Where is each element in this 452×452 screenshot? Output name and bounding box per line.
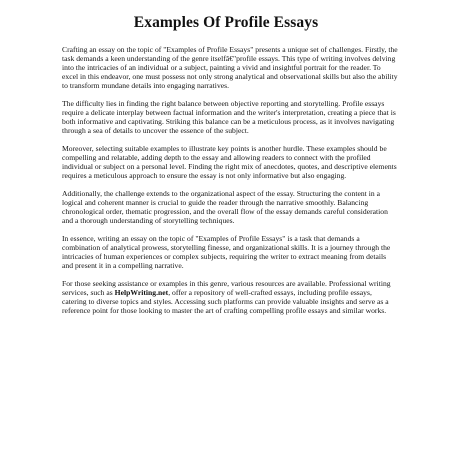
resources-text-start: For those seeking assistance or examples in this genre, various resources are available. Professional writing services, such as [62,278,391,298]
resources-text-end: , offer a repository of well-crafted essays, including profile essays, catering to diverse topics and styles. Accessing such platforms can provide valuable insights and serve as a reference point for those looking to master the art of crafting compelling profile essays and similar works. [62,288,389,316]
paragraph-resources [62,279,398,315]
paragraph-intro: Crafting an essay on the topic of "Examples of Profile Essays" presents a unique set of challenges. Firstly, the task demands a keen understanding of the genre itselfâ€"profile essays. This type of writing involves delving into the intricacies of an individual or a subject, painting a vivid and insightful portrait for the reader. To excel in this endeavor, one must possess not only strong analytical and observational skills but also the ability to transform mundane details into engaging narratives. [62,45,398,91]
paragraph-balance: The difficulty lies in finding the right balance between objective reporting and storytelling. Profile essays require a delicate interplay between factual information and the writer's interpretation, creating a piece that is both informative and captivating. Striking this balance can be a meticulous process, as it involves navigating through a sea of details to uncover the essence of the subject. [62,99,396,136]
paragraph-essence: In essence, writing an essay on the topic of "Examples of Profile Essays" is a task that demands a combination of analytical prowess, storytelling finesse, and organizational skills. It is a journey through the intricacies of human experiences or complex subjects, requiring the writer to extract meaning from details and present it in a compelling narrative. [62,233,391,271]
page-title: Examples Of Profile Essays [133,14,319,31]
paragraph-examples: Moreover, selecting suitable examples to illustrate key points is another hurdle. These examples should be compelling and relatable, adding depth to the essay and allowing readers to connect with the profiled individual or subject on a personal level. Finding the right mix of anecdotes, quotes, and descriptive elements requires a meticulous approach to ensure the essay is not only informative but also engaging. [62,144,397,181]
paragraph-organization: Additionally, the challenge extends to the organizational aspect of the essay. Structuring the content in a logical and coherent manner is crucial to guide the reader through the narrative smoothly. Balancing chronological order, thematic progression, and the overall flow of the essay demands careful consideration and a thorough understanding of storytelling techniques. [62,189,388,226]
helpwriting-link-text: HelpWriting.net [114,288,169,298]
